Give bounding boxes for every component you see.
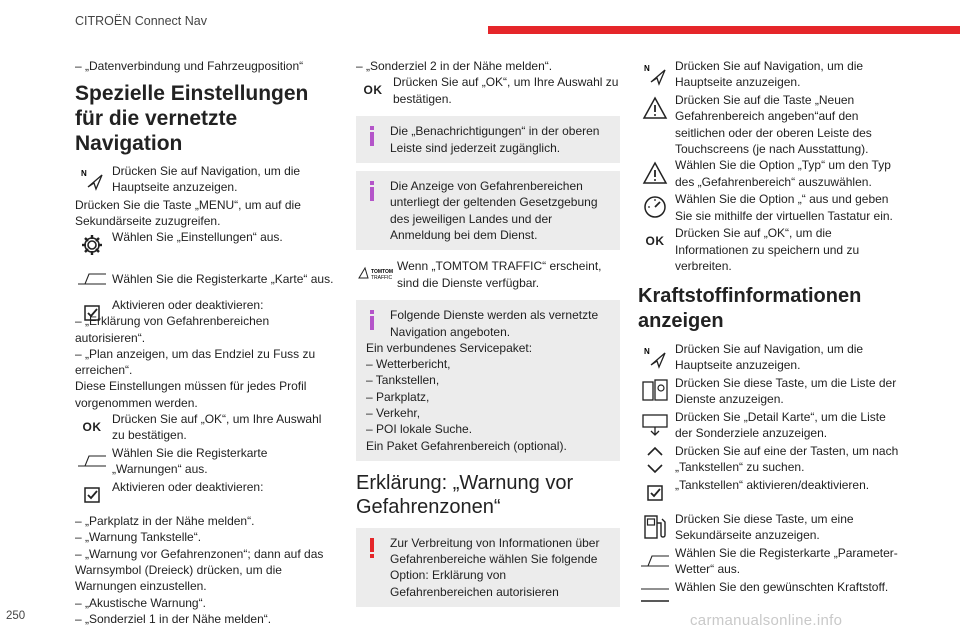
- svg-text:TOMTOM: TOMTOM: [371, 269, 394, 276]
- list-item: – „Sonderziel 1 in der Nähe melden“.: [75, 611, 272, 626]
- step: [638, 477, 900, 511]
- step-text: Drücken Sie auf eine der Tasten, um nach „Tankstellen“ zu suchen.: [675, 443, 899, 475]
- fuel-pump-icon: [638, 511, 672, 543]
- tab-icon: [75, 445, 109, 477]
- running-header: CITROËN Connect Nav: [75, 14, 207, 28]
- step-text: Drücken Sie auf Navigation, um die Hauptseite anzuzeigen.: [112, 163, 301, 194]
- gear-icon: [75, 229, 109, 261]
- step: [75, 163, 337, 197]
- section-title: Erklärung: „Warnung vor Gefahrenzonen“: [356, 472, 574, 519]
- step: [638, 191, 900, 225]
- info-note: [356, 171, 620, 250]
- tab-icon: [75, 263, 109, 295]
- step-text: Wählen Sie „Einstellungen“ aus.: [112, 230, 283, 245]
- chevron-pair: [638, 443, 672, 477]
- step-text: Wenn „TOMTOM TRAFFIC“ erscheint, sind die Dienste verfügbar.: [397, 259, 602, 290]
- step-text: Wählen Sie die Registerkarte „Warnungen“ aus.: [112, 446, 268, 477]
- list-item: – POI lokale Suche.: [366, 422, 473, 437]
- info-marker-icon: [366, 179, 378, 203]
- chevron-up-icon: [646, 445, 664, 457]
- gauge-icon: [638, 191, 672, 223]
- step-text: Aktivieren oder deaktivieren:: [112, 480, 264, 495]
- column-middle: [356, 58, 620, 615]
- step-text: Drücken Sie auf „OK“, um Ihre Auswahl zu bestätigen.: [112, 412, 322, 443]
- warning-note: [356, 528, 620, 607]
- step: [638, 341, 900, 375]
- info-note: [356, 300, 620, 461]
- list-item: – „Datenverbindung und Fahrzeugposition“: [75, 59, 304, 73]
- list-item: – „Akustische Warnung“.: [75, 595, 206, 610]
- page-number: 250: [6, 610, 26, 622]
- note-text: Die Anzeige von Gefahrenbereichen unterliegt der geltenden Gesetzgebung des jeweiligen Landes und der Anmeldung bei dem Dienst.: [390, 178, 598, 242]
- list-item: – „Parkplatz in der Nähe melden“.: [75, 514, 255, 529]
- line-icon: [638, 579, 672, 611]
- watermark: carmanualsonline.info: [690, 612, 843, 629]
- step: [75, 411, 337, 445]
- ok-icon: OK: [645, 234, 665, 249]
- section-title: Spezielle Einstellungen für die vernetzte Navigation: [75, 82, 309, 155]
- services-icon: [638, 375, 672, 407]
- note-text: Folgende Dienste werden als vernetzte Navigation angeboten.: [390, 308, 599, 339]
- tomtom-traffic-icon: [356, 258, 394, 290]
- svg-text:TRAFFIC: TRAFFIC: [371, 275, 393, 282]
- ok-icon: OK: [363, 83, 383, 98]
- step-text: Drücken Sie diese Taste, um eine Sekundärseite anzuzeigen.: [675, 511, 854, 543]
- list-item: – Parkplatz,: [366, 389, 430, 404]
- column-right: [638, 58, 900, 613]
- step: [638, 157, 900, 191]
- step-text: „Tankstellen“ aktivieren/deaktivieren.: [675, 477, 870, 492]
- list-item: – Tankstellen,: [366, 373, 440, 388]
- warning-icon: [638, 92, 672, 124]
- list-item: – „Erklärung von Gefahrenbereichen autorisieren“.: [75, 314, 270, 345]
- step: [638, 58, 900, 92]
- column-left: [75, 58, 337, 627]
- step-text: Drücken Sie auf Navigation, um die Hauptseite anzuzeigen.: [675, 341, 864, 373]
- paragraph: Drücken Sie die Taste „MENU“, um auf die Sekundärseite zuzugreifen.: [75, 197, 301, 228]
- list-item: – „Sonderziel 2 in der Nähe melden“.: [356, 59, 553, 73]
- step-text: Aktivieren oder deaktivieren:: [112, 298, 264, 313]
- step-text: Drücken Sie auf Navigation, um die Hauptseite anzuzeigen.: [675, 59, 864, 90]
- navigation-icon: [638, 58, 672, 90]
- step-text: Drücken Sie auf „OK“, um die Informationen zu speichern und zu verbreiten.: [675, 226, 860, 273]
- step: [638, 545, 900, 579]
- step-text: Wählen Sie die Option „Typ“ um den Typ des „Gefahrenbereich“ auszuwählen.: [675, 158, 891, 189]
- step-text: Wählen Sie die Registerkarte „Karte“ aus.: [112, 272, 334, 287]
- list-item: – „Warnung vor Gefahrenzonen“; dann auf das Warnsymbol (Dreieck) drücken, um die Warnungen einzustellen.: [75, 546, 324, 594]
- step-text: Wählen Sie die Option „“ aus und geben Sie sie mithilfe der virtuellen Tastatur ein.: [675, 192, 893, 223]
- section-title: Kraftstoffinformationen anzeigen: [638, 285, 862, 332]
- checkbox-icon: [75, 479, 109, 511]
- step: [75, 445, 337, 479]
- list-item: – Wetterbericht,: [366, 357, 451, 372]
- step: [75, 229, 337, 263]
- checkbox-icon: [638, 477, 672, 509]
- paragraph: Diese Einstellungen müssen für jedes Profil vorgenommen werden.: [75, 379, 307, 410]
- step: [638, 92, 900, 157]
- header-accent-bar: [488, 26, 960, 34]
- note-text: Ein Paket Gefahrenbereich (optional).: [366, 438, 567, 453]
- warning-marker-icon: [366, 536, 378, 560]
- navigation-icon: [638, 341, 672, 373]
- step: [356, 258, 620, 292]
- map-detail-icon: [638, 409, 672, 441]
- step-text: Drücken Sie diese Taste, um die Liste der Dienste anzuzeigen.: [675, 375, 897, 407]
- list-item: – „Plan anzeigen, um das Endziel zu Fuss zu erreichen“.: [75, 346, 316, 378]
- chevron-down-icon: [646, 463, 664, 475]
- list-item: – Verkehr,: [366, 406, 421, 421]
- info-marker-icon: [366, 308, 378, 332]
- step-text: Drücken Sie auf die Taste „Neuen Gefahrenbereich angeben“auf den seitlichen oder der oberen Leiste des Touchscreens (je nach Ausstattung).: [675, 93, 872, 156]
- step: [356, 74, 620, 108]
- info-marker-icon: [366, 124, 378, 148]
- step: [638, 579, 900, 613]
- step: [638, 443, 900, 477]
- ok-icon: OK: [82, 419, 102, 434]
- info-note: [356, 116, 620, 163]
- step: [75, 263, 337, 297]
- step: [638, 375, 900, 409]
- step: [75, 479, 337, 513]
- step-text: Drücken Sie „Detail Karte“, um die Liste der Sonderziele anzuzeigen.: [675, 409, 886, 441]
- step: [638, 225, 900, 274]
- svg-text:N: N: [81, 168, 87, 178]
- step: [638, 511, 900, 545]
- list-item: – „Warnung Tankstelle“.: [75, 530, 202, 545]
- navigation-icon: [75, 163, 109, 195]
- warning-icon: [638, 157, 672, 189]
- step: [638, 409, 900, 443]
- tab-icon: [638, 545, 672, 577]
- note-text: Zur Verbreitung von Informationen über Gefahrenbereiche wählen Sie folgende Option: Erklärung von Gefahrenbereichen autorisieren: [390, 535, 600, 599]
- step-text: Wählen Sie den gewünschten Kraftstoff.: [675, 579, 889, 594]
- svg-text:N: N: [644, 346, 650, 356]
- note-text: Die „Benachrichtigungen“ in der oberen Leiste sind jederzeit zugänglich.: [390, 124, 600, 155]
- step-text: Wählen Sie die Registerkarte „Parameter-Wetter“ aus.: [675, 545, 898, 577]
- note-text: Ein verbundenes Servicepaket:: [366, 340, 533, 355]
- step-text: Drücken Sie auf „OK“, um Ihre Auswahl zu bestätigen.: [393, 75, 619, 106]
- svg-text:N: N: [644, 64, 650, 73]
